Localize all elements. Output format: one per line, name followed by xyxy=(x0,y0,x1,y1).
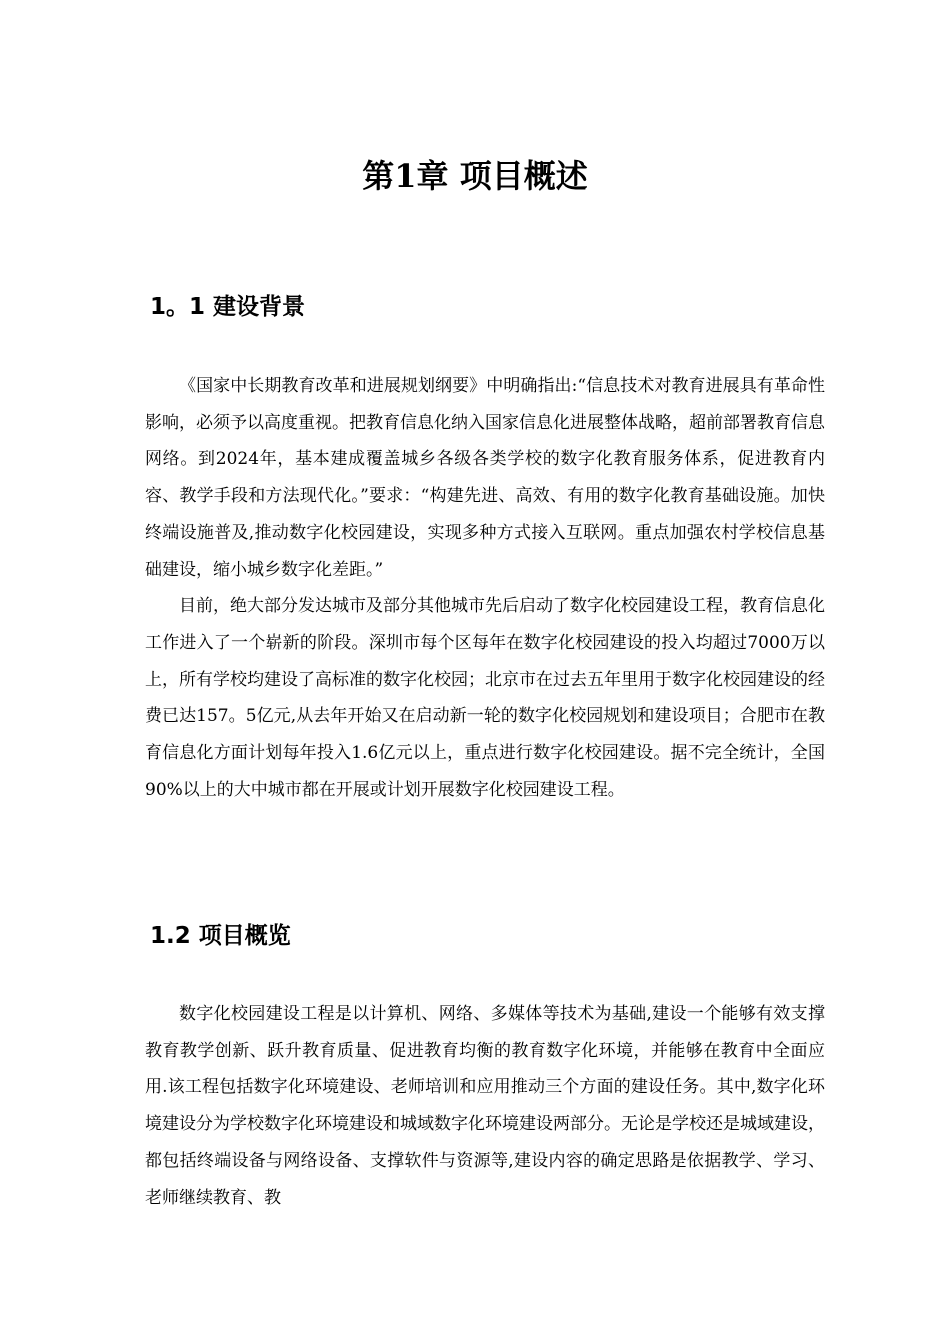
section-body-construction-background xyxy=(145,368,825,808)
paragraph: 数字化校园建设工程是以计算机、网络、多媒体等技术为基础,建设一个能够有效支撑教育教学创新、跃升教育质量、促进教育均衡的教育数字化环境，并能够在教育中全面应用.该工程包括数字化环境建设、老师培训和应用推动三个方面的建设任务。其中,数字化环境建设分为学校数字化环境建设和城域数字化环境建设两部分。无论是学校还是城域建设，都包括终端设备与网络设备、支撑软件与资源等,建设内容的确定思路是依据教学、学习、老师继续教育、教 xyxy=(145,1004,825,1208)
paragraph: 《国家中长期教育改革和进展规划纲要》中明确指出:“信息技术对教育进展具有革命性影响，必须予以高度重视。把教育信息化纳入国家信息化进展整体战略，超前部署教育信息网络。到2024年，基本建成覆盖城乡各级各类学校的数字化教育服务体系，促进教育内容、教学手段和方法现代化。”要求：“构建先进、高效、有用的数字化教育基础设施。加快终端设施普及,推动数字化校园建设，实现多种方式接入互联网。重点加强农村学校信息基础建设，缩小城乡数字化差距。” xyxy=(145,376,825,580)
paragraph: 目前，绝大部分发达城市及部分其他城市先后启动了数字化校园建设工程，教育信息化工作进入了一个崭新的阶段。深圳市每个区每年在数字化校园建设的投入均超过7000万以上，所有学校均建设了高标准的数字化校园；北京市在过去五年里用于数字化校园建设的经费已达157。5亿元,从去年开始又在启动新一轮的数字化校园规划和建设项目；合肥市在教育信息化方面计划每年投入1.6亿元以上，重点进行数字化校园建设。据不完全统计，全国90%以上的大中城市都在开展或计划开展数字化校园建设工程。 xyxy=(145,596,825,800)
section-heading-project-overview: 1.2 项目概览 xyxy=(150,923,291,949)
chapter-title: 第1章 项目概述 xyxy=(362,157,588,195)
section-heading-construction-background: 1。1 建设背景 xyxy=(150,294,306,320)
section-body-project-overview xyxy=(145,996,825,1216)
